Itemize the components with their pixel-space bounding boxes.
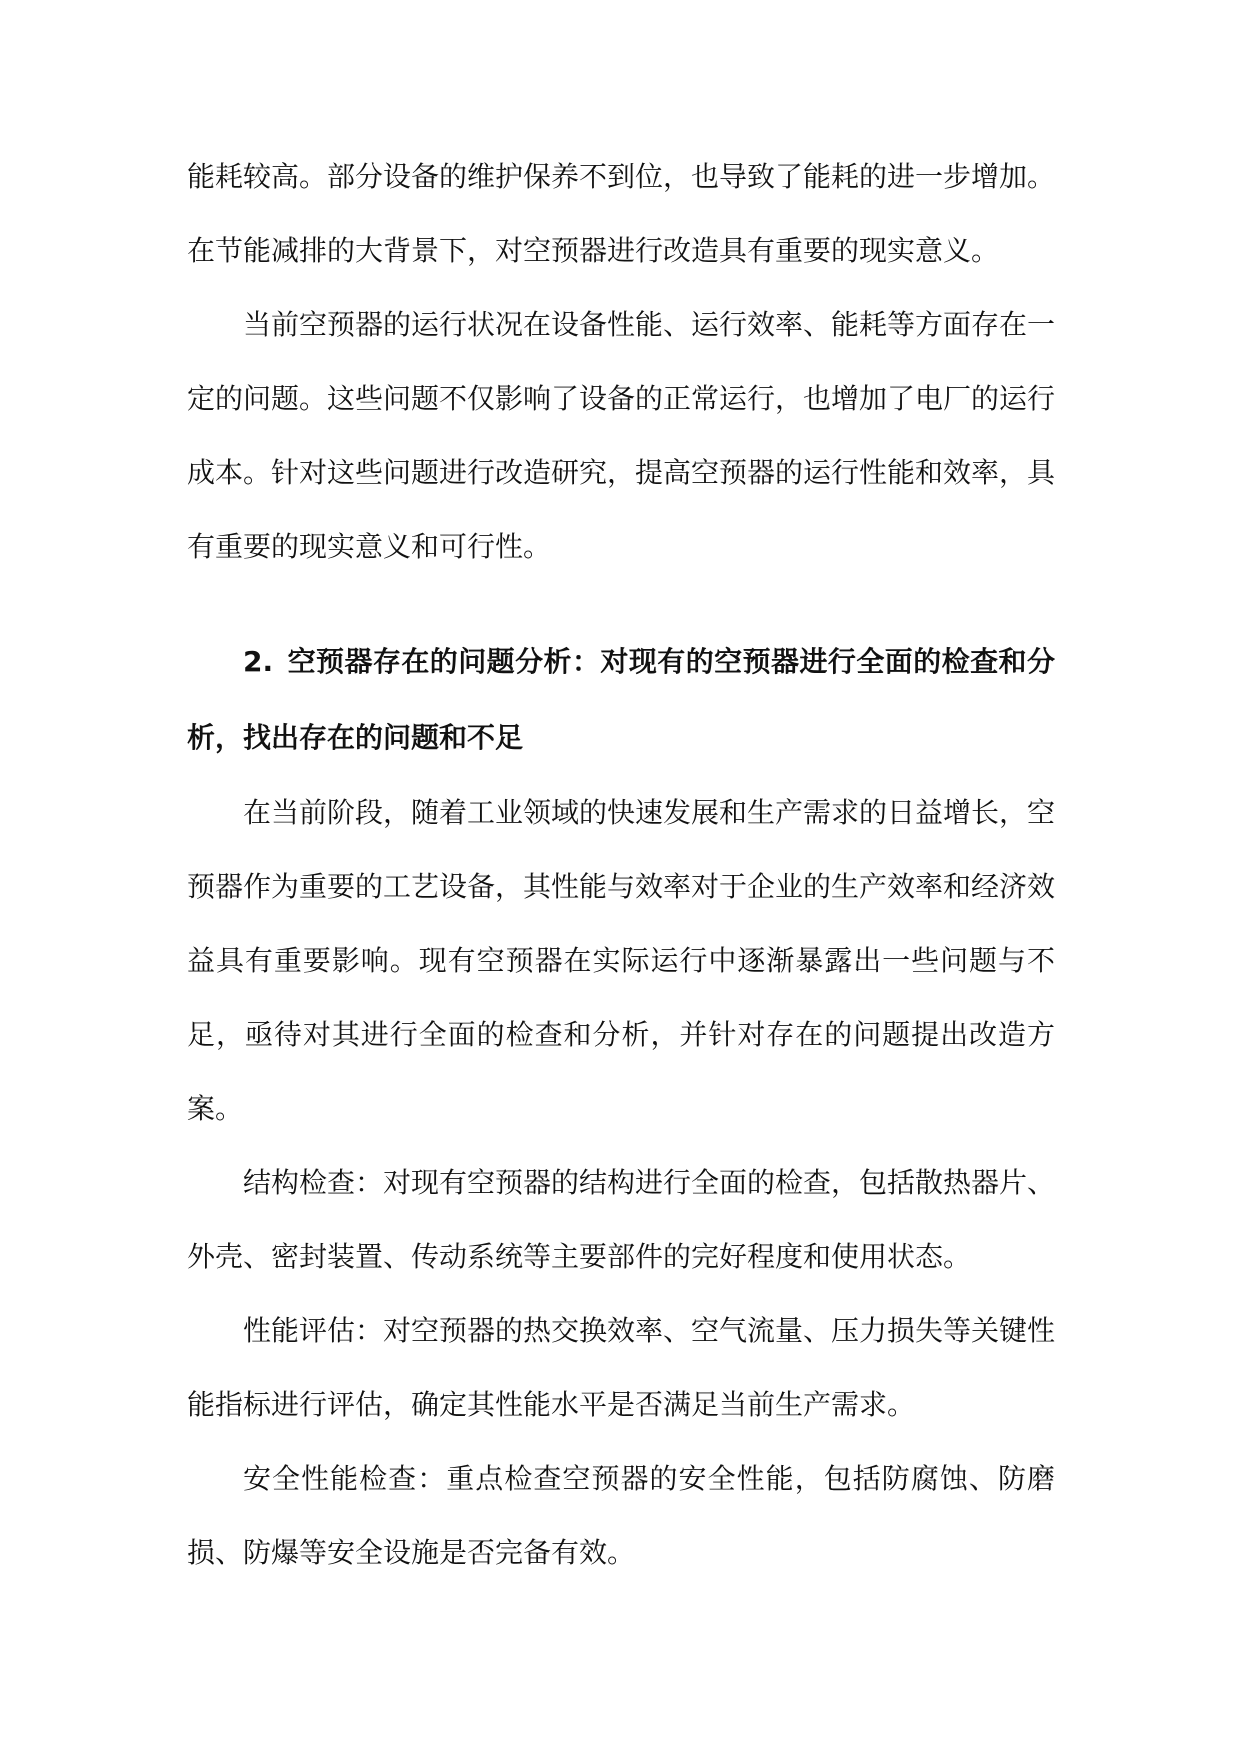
paragraph-intro: 在当前阶段，随着工业领域的快速发展和生产需求的日益增长，空预器作为重要的工艺设备，其性能与效率对于企业的生产效率和经济效益具有重要影响。现有空预器在实际运行中逐渐暴露出一些问题与不足，亟待对其进行全面的检查和分析，并针对存在的问题提出改造方案。 (187, 796, 1056, 1125)
document-body (187, 140, 1055, 1590)
paragraph-continuation: 能耗较高。部分设备的维护保养不到位，也导致了能耗的进一步增加。在节能减排的大背景下，对空预器进行改造具有重要的现实意义。 (187, 160, 1056, 267)
paragraph-performance-eval: 性能评估：对空预器的热交换效率、空气流量、压力损失等关键性能指标进行评估，确定其性能水平是否满足当前生产需求。 (187, 1314, 1056, 1421)
paragraph-structure-check: 结构检查：对现有空预器的结构进行全面的检查，包括散热器片、外壳、密封装置、传动系统等主要部件的完好程度和使用状态。 (187, 1166, 1056, 1273)
paragraph-safety-check: 安全性能检查：重点检查空预器的安全性能，包括防腐蚀、防磨损、防爆等安全设施是否完备有效。 (187, 1462, 1055, 1569)
section-heading (187, 624, 1055, 776)
paragraph-status: 当前空预器的运行状况在设备性能、运行效率、能耗等方面存在一定的问题。这些问题不仅影响了设备的正常运行，也增加了电厂的运行成本。针对这些问题进行改造研究，提高空预器的运行性能和效率，具有重要的现实意义和可行性。 (187, 308, 1056, 563)
section-title: 空预器存在的问题分析：对现有的空预器进行全面的检查和分析，找出存在的问题和不足 (187, 645, 1055, 754)
section-number: 2. (243, 645, 274, 678)
